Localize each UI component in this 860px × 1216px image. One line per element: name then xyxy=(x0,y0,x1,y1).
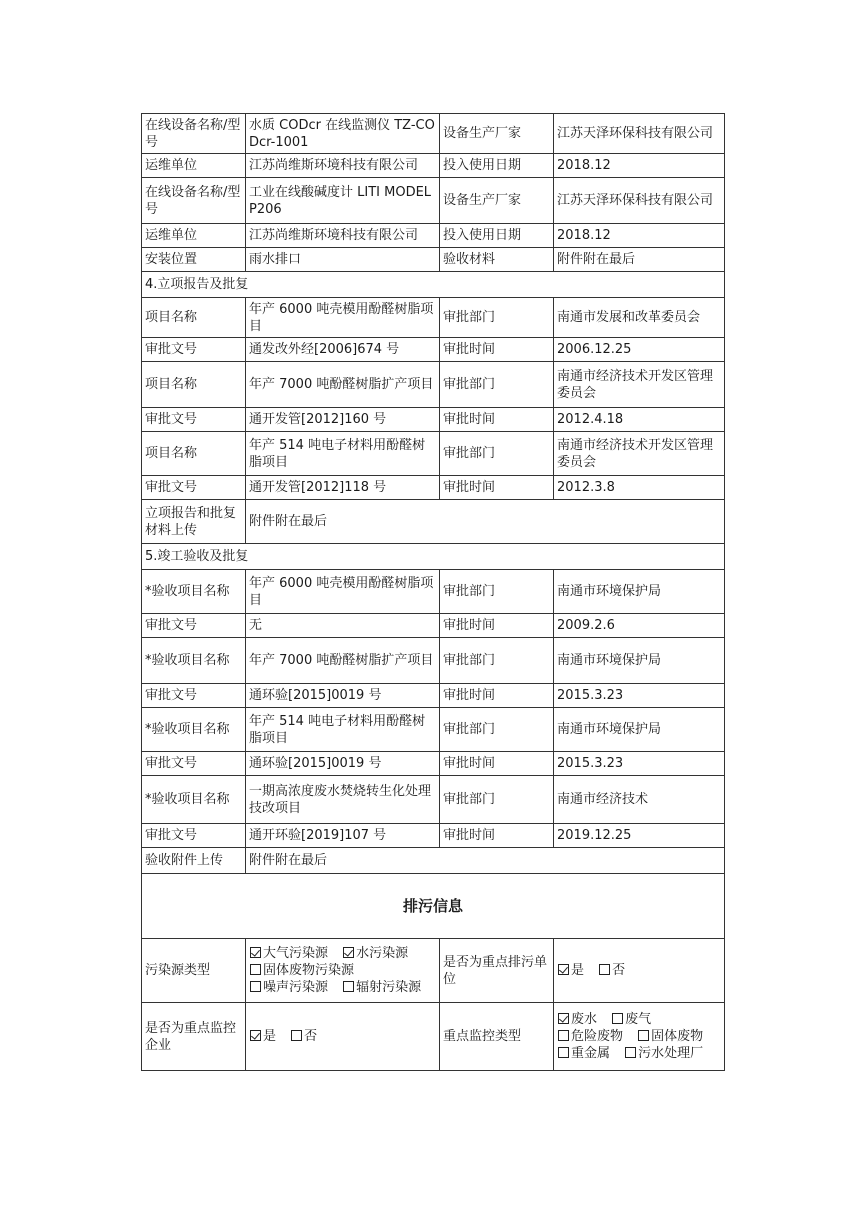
field-label: 是否为重点监控企业 xyxy=(142,1003,246,1071)
field-label: 审批部门 xyxy=(440,432,554,476)
field-label: *验收项目名称 xyxy=(142,570,246,614)
field-label: 审批时间 xyxy=(440,824,554,848)
field-label: 是否为重点排污单位 xyxy=(440,939,554,1003)
acceptance-row xyxy=(142,684,725,708)
field-label: 项目名称 xyxy=(142,298,246,338)
approval-upload-row xyxy=(142,500,725,544)
field-label: 审批部门 xyxy=(440,298,554,338)
option-solid-waste[interactable]: 固体废物 xyxy=(637,1029,703,1044)
acceptance-row xyxy=(142,708,725,752)
field-value: 通环验[2015]0019 号 xyxy=(246,752,440,776)
option-heavy-metal[interactable]: 重金属 xyxy=(557,1046,610,1061)
enterprise-info-table xyxy=(141,113,725,1071)
field-value: 南通市环境保护局 xyxy=(554,570,725,614)
field-value: 年产 7000 吨酚醛树脂扩产项目 xyxy=(246,638,440,684)
acceptance-row xyxy=(142,570,725,614)
option-sewage-plant[interactable]: 污水处理厂 xyxy=(624,1046,703,1061)
field-label: 运维单位 xyxy=(142,224,246,248)
checkbox-icon xyxy=(558,1013,569,1024)
option-wastewater[interactable]: 废水 xyxy=(557,1012,597,1027)
field-value: 2015.3.23 xyxy=(554,752,725,776)
field-value: 年产 514 吨电子材料用酚醛树脂项目 xyxy=(246,432,440,476)
option-radiation[interactable]: 辐射污染源 xyxy=(342,980,421,995)
field-value: 通开发管[2012]118 号 xyxy=(246,476,440,500)
field-label: 审批时间 xyxy=(440,752,554,776)
acceptance-row xyxy=(142,824,725,848)
field-label: 审批部门 xyxy=(440,638,554,684)
option-hazardous-waste[interactable]: 危险废物 xyxy=(557,1029,623,1044)
field-label: 验收材料 xyxy=(440,248,554,272)
section-heading: 5.竣工验收及批复 xyxy=(142,544,725,570)
field-label: 审批文号 xyxy=(142,614,246,638)
field-label: 审批文号 xyxy=(142,338,246,362)
field-value: 通开环验[2019]107 号 xyxy=(246,824,440,848)
acceptance-row xyxy=(142,776,725,824)
field-label: 审批时间 xyxy=(440,476,554,500)
field-value: 年产 6000 吨壳模用酚醛树脂项目 xyxy=(246,298,440,338)
field-label: 投入使用日期 xyxy=(440,224,554,248)
field-label: 重点监控类型 xyxy=(440,1003,554,1071)
field-label: 审批部门 xyxy=(440,708,554,752)
option-water-pollution[interactable]: 水污染源 xyxy=(342,946,408,961)
field-label: 项目名称 xyxy=(142,362,246,408)
field-label: 设备生产厂家 xyxy=(440,114,554,154)
field-label: 项目名称 xyxy=(142,432,246,476)
field-value: 南通市经济技术开发区管理委员会 xyxy=(554,362,725,408)
field-value: 2012.3.8 xyxy=(554,476,725,500)
field-label: 审批时间 xyxy=(440,614,554,638)
field-label: 审批文号 xyxy=(142,824,246,848)
checkbox-icon xyxy=(250,981,261,992)
field-value: 年产 7000 吨酚醛树脂扩产项目 xyxy=(246,362,440,408)
field-value: 通开发管[2012]160 号 xyxy=(246,408,440,432)
checkbox-icon xyxy=(291,1030,302,1041)
checkbox-icon xyxy=(612,1013,623,1024)
field-value: 附件附在最后 xyxy=(246,848,725,874)
field-value: 附件附在最后 xyxy=(554,248,725,272)
source-type-options xyxy=(246,939,440,1003)
field-label: 审批文号 xyxy=(142,684,246,708)
acceptance-row xyxy=(142,614,725,638)
field-value: 通发改外经[2006]674 号 xyxy=(246,338,440,362)
checkbox-icon xyxy=(625,1047,636,1058)
field-value: 2018.12 xyxy=(554,154,725,178)
field-value: 南通市经济技术 xyxy=(554,776,725,824)
approval-row xyxy=(142,432,725,476)
key-unit-options xyxy=(554,939,725,1003)
option-yes[interactable]: 是 xyxy=(249,1029,276,1044)
device-row xyxy=(142,178,725,224)
discharge-row xyxy=(142,939,725,1003)
key-enterprise-options xyxy=(246,1003,440,1071)
approval-row xyxy=(142,476,725,500)
checkbox-icon xyxy=(599,964,610,975)
field-label: 审批文号 xyxy=(142,752,246,776)
option-no[interactable]: 否 xyxy=(598,963,625,978)
field-value: 一期高浓度废水焚烧转生化处理技改项目 xyxy=(246,776,440,824)
field-label: *验收项目名称 xyxy=(142,708,246,752)
discharge-row xyxy=(142,1003,725,1071)
field-label: *验收项目名称 xyxy=(142,638,246,684)
field-value: 年产 514 吨电子材料用酚醛树脂项目 xyxy=(246,708,440,752)
acceptance-row xyxy=(142,752,725,776)
field-value: 2015.3.23 xyxy=(554,684,725,708)
checkbox-icon xyxy=(638,1030,649,1041)
option-no[interactable]: 否 xyxy=(290,1029,317,1044)
monitor-type-options xyxy=(554,1003,725,1071)
field-value: 附件附在最后 xyxy=(246,500,725,544)
field-value: 江苏天泽环保科技有限公司 xyxy=(554,178,725,224)
field-label: 立项报告和批复材料上传 xyxy=(142,500,246,544)
field-value: 通环验[2015]0019 号 xyxy=(246,684,440,708)
field-label: 审批文号 xyxy=(142,408,246,432)
field-label: 运维单位 xyxy=(142,154,246,178)
option-air-pollution[interactable]: 大气污染源 xyxy=(249,946,328,961)
acceptance-row xyxy=(142,638,725,684)
field-value: 江苏尚维斯环境科技有限公司 xyxy=(246,224,440,248)
field-value: 江苏天泽环保科技有限公司 xyxy=(554,114,725,154)
option-waste-gas[interactable]: 废气 xyxy=(611,1012,651,1027)
approval-row xyxy=(142,338,725,362)
field-label: 在线设备名称/型号 xyxy=(142,178,246,224)
field-label: 审批部门 xyxy=(440,776,554,824)
device-row xyxy=(142,154,725,178)
field-label: 投入使用日期 xyxy=(440,154,554,178)
option-noise[interactable]: 噪声污染源 xyxy=(249,980,328,995)
approval-row xyxy=(142,362,725,408)
field-value: 南通市环境保护局 xyxy=(554,638,725,684)
option-solid-waste[interactable]: 固体废物污染源 xyxy=(249,963,354,978)
field-label: 验收附件上传 xyxy=(142,848,246,874)
field-label: 污染源类型 xyxy=(142,939,246,1003)
document-page xyxy=(141,113,724,1071)
field-label: 审批部门 xyxy=(440,570,554,614)
checkbox-icon xyxy=(250,1030,261,1041)
field-value: 工业在线酸碱度计 LITI MODELP206 xyxy=(246,178,440,224)
field-value: 2012.4.18 xyxy=(554,408,725,432)
field-value: 2006.12.25 xyxy=(554,338,725,362)
checkbox-icon xyxy=(343,981,354,992)
field-value: 南通市经济技术开发区管理委员会 xyxy=(554,432,725,476)
checkbox-icon xyxy=(558,1030,569,1041)
field-label: 安装位置 xyxy=(142,248,246,272)
checkbox-icon xyxy=(250,964,261,975)
field-value: 南通市发展和改革委员会 xyxy=(554,298,725,338)
field-value: 2018.12 xyxy=(554,224,725,248)
device-row xyxy=(142,224,725,248)
field-value: 无 xyxy=(246,614,440,638)
checkbox-icon xyxy=(558,1047,569,1058)
field-value: 水质 CODcr 在线监测仪 TZ-CODcr-1001 xyxy=(246,114,440,154)
option-yes[interactable]: 是 xyxy=(557,963,584,978)
field-label: 设备生产厂家 xyxy=(440,178,554,224)
device-row xyxy=(142,114,725,154)
checkbox-icon xyxy=(558,964,569,975)
field-label: 审批时间 xyxy=(440,684,554,708)
field-label: *验收项目名称 xyxy=(142,776,246,824)
field-label: 审批部门 xyxy=(440,362,554,408)
field-label: 审批时间 xyxy=(440,408,554,432)
section-heading: 4.立项报告及批复 xyxy=(142,272,725,298)
acceptance-upload-row xyxy=(142,848,725,874)
field-label: 审批时间 xyxy=(440,338,554,362)
field-value: 南通市环境保护局 xyxy=(554,708,725,752)
field-label: 在线设备名称/型号 xyxy=(142,114,246,154)
field-value: 年产 6000 吨壳模用酚醛树脂项目 xyxy=(246,570,440,614)
approval-row xyxy=(142,408,725,432)
approval-row xyxy=(142,298,725,338)
checkbox-icon xyxy=(343,947,354,958)
field-value: 雨水排口 xyxy=(246,248,440,272)
field-value: 2019.12.25 xyxy=(554,824,725,848)
section-title: 排污信息 xyxy=(142,874,725,939)
field-label: 审批文号 xyxy=(142,476,246,500)
install-row xyxy=(142,248,725,272)
checkbox-icon xyxy=(250,947,261,958)
field-value: 江苏尚维斯环境科技有限公司 xyxy=(246,154,440,178)
field-value: 2009.2.6 xyxy=(554,614,725,638)
